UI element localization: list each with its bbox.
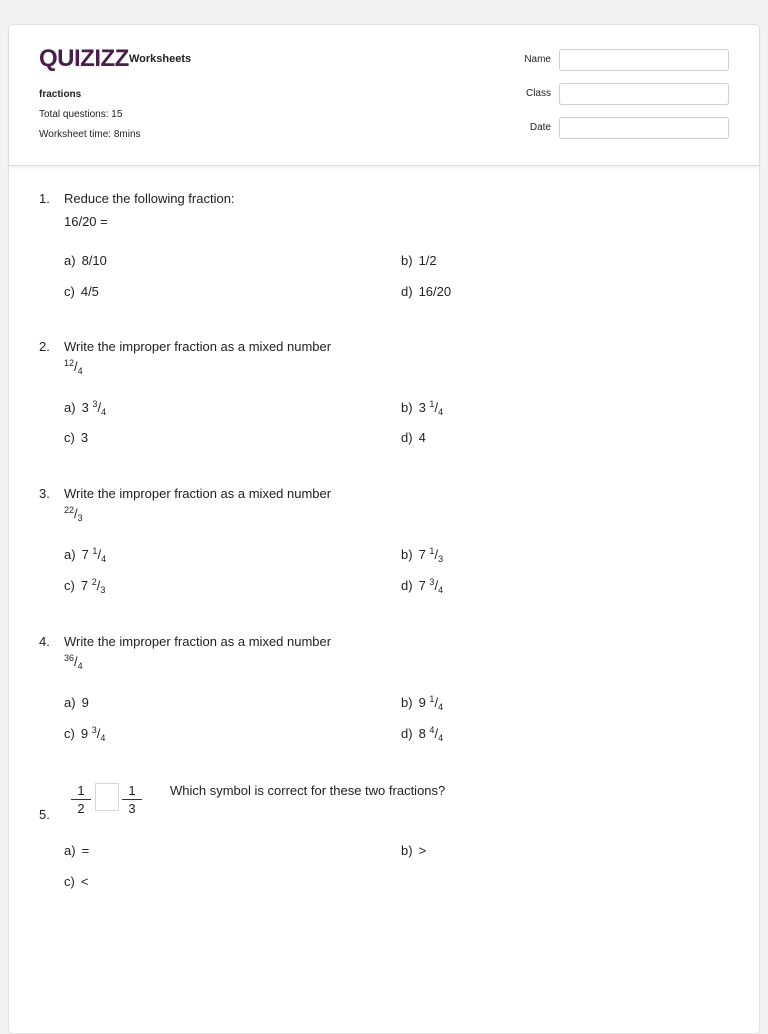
question-number: 2. [39,339,50,354]
option-d: d) 7 $^3/_4$ [401,577,444,595]
question-number: 3. [39,486,50,501]
option-letter: b) [401,253,413,268]
question-number: 5. [39,807,50,822]
question-text: Write the improper fraction as a mixed number [64,339,332,354]
option-c: c) < [64,874,89,889]
option-letter: a) [64,253,76,268]
question-text: Write the improper fraction as a mixed number [64,634,332,649]
question-subtext: 16/20 = [64,214,108,229]
option-letter: c) [64,284,75,299]
name-label: Name [524,54,551,65]
option-d [401,284,451,299]
question-text: Which symbol is correct for these two fractions? [170,783,446,798]
name-row [489,49,731,73]
option-a: a) 7 $^1/_4$ [64,546,107,564]
question-fraction: $^{12}/_4$ [64,358,83,376]
option-c: c) 3 [64,430,89,445]
question-fraction: $^{36}/_4$ [64,653,83,671]
quizizz-logo: QUIZIZZ [39,45,129,72]
worksheet-title: fractions [39,89,82,100]
option-a: a) 9 [64,695,89,710]
fraction-one-half: $\frac{1}{2}$ [71,783,91,816]
option-d: d) 8 $^4/_4$ [401,725,444,743]
date-field[interactable] [559,117,729,139]
fraction-one-third: $\frac{1}{3}$ [122,783,142,816]
question-text: Reduce the following fraction: [64,191,235,206]
question-number: 4. [39,634,50,649]
option-a: a) 3 $^3/_4$ [64,399,107,417]
option-b: b) 7 $^1/_3$ [401,546,444,564]
worksheet-page [8,24,760,1034]
option-b: b) 9 $^1/_4$ [401,694,444,712]
class-label: Class [525,88,551,99]
option-text: 4/5 [80,284,99,299]
option-text: 8/10 [81,253,107,268]
question-fraction: $^{22}/_3$ [64,505,83,523]
option-c: c) 7 $^2/_3$ [64,577,106,595]
date-row [489,117,731,141]
date-label: Date [529,122,551,133]
logo-subtitle: Worksheets [129,53,192,65]
option-letter: d) [401,284,413,299]
total-questions: Total questions: 15 [39,109,123,120]
option-c: c) 9 $^3/_4$ [64,725,106,743]
class-field[interactable] [559,83,729,105]
option-b [401,253,437,268]
class-row [489,83,731,107]
option-c [64,284,99,299]
name-field[interactable] [559,49,729,71]
question-text: Write the improper fraction as a mixed number [64,486,332,501]
option-text: 16/20 [418,284,452,299]
option-b: b) 3 $^1/_4$ [401,399,444,417]
option-text: 1/2 [418,253,437,268]
worksheet-time: Worksheet time: 8mins [39,129,141,140]
option-a: a) = [64,843,90,858]
symbol-blank-box [95,783,119,811]
option-b: b) > [401,843,427,858]
question-number: 1. [39,191,50,206]
option-a [64,253,107,268]
option-d: d) 4 [401,430,426,445]
worksheet-header [9,25,759,166]
